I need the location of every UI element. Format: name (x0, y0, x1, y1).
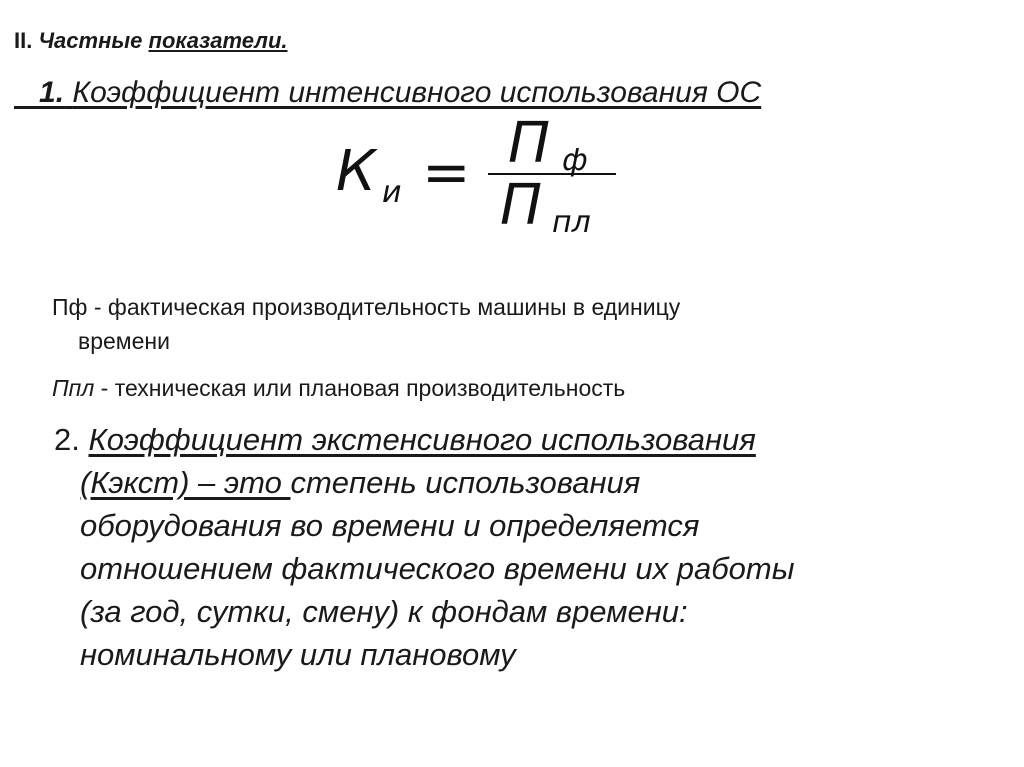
definition-pf-line1: Пф - фактическая производительность машины в единицу (52, 294, 681, 320)
paragraph-line-1 (54, 418, 974, 461)
formula-denominator: П (500, 173, 543, 238)
formula-svg (330, 120, 630, 240)
paragraph-line-3: оборудования во времени и определяется (80, 508, 700, 543)
paragraph-line-2 (54, 461, 974, 504)
section-heading (14, 28, 288, 54)
formula-numerator-sub: ф (562, 143, 588, 178)
section-title-plain: Частные (38, 28, 143, 53)
section-title-underlined: показатели. (148, 28, 288, 53)
definition-pf (52, 290, 952, 358)
paragraph-line-4: отношением фактического времени их работы (80, 551, 795, 586)
definition-pf-line2: времени (78, 328, 170, 354)
formula-equals: = (422, 138, 471, 206)
paragraph-number: 2. (54, 422, 80, 457)
formula-denominator-sub: пл (552, 205, 591, 240)
formula-lhs-sub: и (382, 175, 402, 210)
subtitle-number: 1. (39, 76, 65, 109)
definition-ppl-text: - техническая или плановая производительность (94, 375, 626, 401)
paragraph-line2-rest: степень использования (290, 465, 641, 500)
paragraph-underlined-title: Коэффициент экстенсивного использования (88, 422, 756, 457)
formula-numerator: П (508, 120, 551, 176)
formula (330, 120, 630, 240)
extensive-coefficient-paragraph (54, 418, 974, 676)
section-number: II. (14, 28, 33, 53)
paragraph-line-6: номинальному или плановому (80, 637, 516, 672)
subtitle (14, 76, 761, 110)
subtitle-text: Коэффициент интенсивного использования ОС (72, 76, 762, 109)
definition-ppl (52, 371, 625, 405)
formula-lhs: К (336, 139, 376, 204)
paragraph-underlined-abbrev: (Кэкст) – это (80, 465, 291, 500)
definition-ppl-symbol: Ппл (52, 375, 95, 401)
paragraph-line-5: (за год, сутки, смену) к фондам времени: (80, 594, 688, 629)
